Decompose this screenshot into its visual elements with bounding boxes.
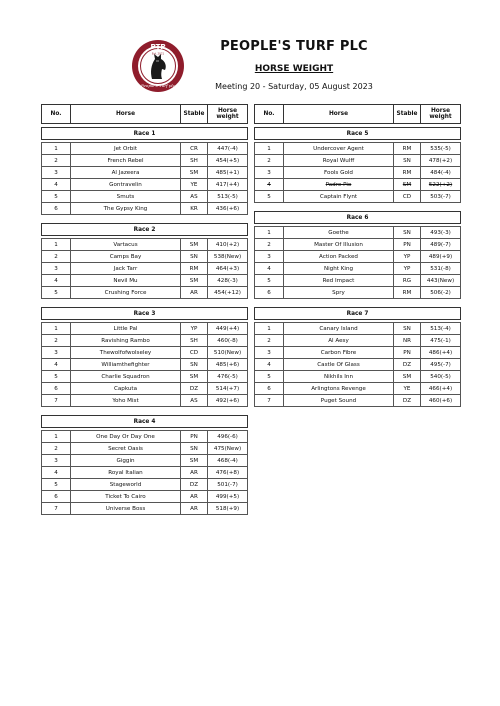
- horse-weight: 493(-3): [421, 227, 461, 239]
- horse-row: [42, 287, 248, 299]
- horse-number: 5: [42, 191, 71, 203]
- horse-weight: 447(-4): [208, 143, 248, 155]
- horse-number: 5: [255, 275, 284, 287]
- race-title: Race 2: [42, 224, 248, 236]
- horse-row: [42, 323, 248, 335]
- stable-code: NR: [394, 335, 421, 347]
- horse-row: [42, 143, 248, 155]
- horse-number: 2: [255, 239, 284, 251]
- horse-row: [42, 155, 248, 167]
- horse-number: 6: [42, 203, 71, 215]
- race-table: [254, 211, 461, 299]
- horse-row: [42, 239, 248, 251]
- stable-code: SN: [181, 443, 208, 455]
- stable-code: SM: [181, 371, 208, 383]
- horse-name: Crushing Force: [71, 287, 181, 299]
- stable-code: RG: [394, 275, 421, 287]
- horse-name: Royal Italian: [71, 467, 181, 479]
- horse-number: 6: [42, 491, 71, 503]
- horse-number: 2: [255, 335, 284, 347]
- horse-weight: 454(+12): [208, 287, 248, 299]
- horse-number: 4: [255, 359, 284, 371]
- horse-row: [255, 359, 461, 371]
- horse-name: Universe Boss: [71, 503, 181, 515]
- horse-weight: 499(+5): [208, 491, 248, 503]
- stable-code: RM: [394, 167, 421, 179]
- horse-row: [42, 359, 248, 371]
- horse-weight: 478(+2): [421, 155, 461, 167]
- horse-number: 2: [42, 251, 71, 263]
- company-logo: [131, 39, 185, 93]
- horse-row: [42, 455, 248, 467]
- stable-code: AR: [181, 491, 208, 503]
- race-title: Race 6: [255, 212, 461, 224]
- company-name: PEOPLE'S TURF PLC: [220, 39, 368, 54]
- stable-code: AR: [181, 287, 208, 299]
- horse-number: 1: [255, 143, 284, 155]
- horse-row: [255, 395, 461, 407]
- stable-code: SM: [181, 275, 208, 287]
- horse-number: 7: [42, 503, 71, 515]
- race-title: Race 3: [42, 308, 248, 320]
- stable-code: PN: [181, 431, 208, 443]
- horse-number: 2: [42, 335, 71, 347]
- logo-bottom-text: People's Turf plc: [141, 83, 175, 88]
- horse-name: Vartacus: [71, 239, 181, 251]
- horse-row: [255, 347, 461, 359]
- horse-name: Fools Gold: [284, 167, 394, 179]
- stable-code: AS: [181, 191, 208, 203]
- horse-row: [255, 287, 461, 299]
- horse-name: Padre Pio: [284, 179, 394, 191]
- horse-number: 4: [42, 179, 71, 191]
- horse-number: 5: [42, 479, 71, 491]
- horse-name: Al Aesy: [284, 335, 394, 347]
- horse-weight: 460(+6): [421, 395, 461, 407]
- stable-code: RM: [181, 263, 208, 275]
- horse-name: The Gypsy King: [71, 203, 181, 215]
- stable-code: SM: [181, 239, 208, 251]
- race-title: Race 7: [255, 308, 461, 320]
- horse-weight: 496(-6): [208, 431, 248, 443]
- horse-number: 6: [255, 383, 284, 395]
- horse-row: [255, 371, 461, 383]
- horse-name: Spry: [284, 287, 394, 299]
- horse-name: Ravishing Rambo: [71, 335, 181, 347]
- stable-code: YE: [394, 383, 421, 395]
- horse-number: 1: [255, 323, 284, 335]
- stable-code: KR: [181, 203, 208, 215]
- horse-number: 2: [42, 443, 71, 455]
- horse-weight: 540(-5): [421, 371, 461, 383]
- horse-name: Royal Wulff: [284, 155, 394, 167]
- horse-weight: 475(New): [208, 443, 248, 455]
- horse-name: Secret Oasis: [71, 443, 181, 455]
- stable-code: PN: [394, 347, 421, 359]
- horse-name: Camps Bay: [71, 251, 181, 263]
- horse-name: One Day Or Day One: [71, 431, 181, 443]
- horse-weight: 489(+9): [421, 251, 461, 263]
- horse-weight: 475(-1): [421, 335, 461, 347]
- horse-number: 5: [42, 287, 71, 299]
- horse-number: 1: [42, 431, 71, 443]
- stable-code: SN: [394, 227, 421, 239]
- horse-name: Williamthefighter: [71, 359, 181, 371]
- horse-row: [255, 335, 461, 347]
- stable-code: CD: [181, 347, 208, 359]
- horse-weight: 443(New): [421, 275, 461, 287]
- horse-number: 3: [42, 455, 71, 467]
- stable-code: PN: [394, 239, 421, 251]
- stable-code: DZ: [394, 395, 421, 407]
- col-horse-header: Horse: [284, 105, 394, 124]
- horse-row: [42, 503, 248, 515]
- horse-weight: 417(+4): [208, 179, 248, 191]
- horse-name: Nevil Mu: [71, 275, 181, 287]
- stable-code: RM: [394, 143, 421, 155]
- horse-name: Gontravelin: [71, 179, 181, 191]
- horse-weight: 518(+9): [208, 503, 248, 515]
- race-table: [41, 127, 248, 215]
- horse-number: 4: [255, 263, 284, 275]
- stable-code: SM: [181, 455, 208, 467]
- horse-number: 2: [255, 155, 284, 167]
- col-weight-header: Horse weight: [208, 105, 248, 124]
- horse-row: [42, 191, 248, 203]
- horse-row: [255, 143, 461, 155]
- horse-name: Night King: [284, 263, 394, 275]
- horse-name: Ticket To Cairo: [71, 491, 181, 503]
- stable-code: CD: [394, 191, 421, 203]
- horse-row: [42, 491, 248, 503]
- horse-weight: 538(New): [208, 251, 248, 263]
- horse-number: 4: [42, 359, 71, 371]
- race-table: [254, 307, 461, 407]
- stable-code: SM: [394, 179, 421, 191]
- race-title: Race 5: [255, 128, 461, 140]
- horse-weight: 464(+3): [208, 263, 248, 275]
- document-title: HORSE WEIGHT: [254, 64, 334, 74]
- stable-code: RM: [394, 287, 421, 299]
- horse-weight: 484(-4): [421, 167, 461, 179]
- horse-number: 7: [255, 395, 284, 407]
- col-no-header: No.: [255, 105, 284, 124]
- horse-number: 2: [42, 155, 71, 167]
- stable-code: SN: [394, 323, 421, 335]
- horse-number: 3: [255, 347, 284, 359]
- horse-weight: 513(-5): [208, 191, 248, 203]
- horse-name: Smuts: [71, 191, 181, 203]
- horse-name: Stageworld: [71, 479, 181, 491]
- horse-number: 1: [42, 323, 71, 335]
- horse-row: [42, 395, 248, 407]
- horse-name: Giggin: [71, 455, 181, 467]
- horse-number: 3: [255, 251, 284, 263]
- horse-number: 1: [42, 239, 71, 251]
- race-table: [254, 127, 461, 203]
- horse-weight: 454(+5): [208, 155, 248, 167]
- horse-name: Nikhils Inn: [284, 371, 394, 383]
- horse-weight: 410(+2): [208, 239, 248, 251]
- horse-name: Charlie Squadron: [71, 371, 181, 383]
- horse-name: Jet Orbit: [71, 143, 181, 155]
- horse-weight: 514(+7): [208, 383, 248, 395]
- horse-row: [42, 479, 248, 491]
- logo-top-text: PTP: [150, 43, 166, 51]
- horse-weight: 492(+6): [208, 395, 248, 407]
- race-table: [41, 415, 248, 515]
- stable-code: YP: [394, 251, 421, 263]
- horse-number: 5: [255, 191, 284, 203]
- meeting-info: Meeting 20 - Saturday, 05 August 2023: [215, 82, 373, 91]
- horse-weight: 468(-4): [208, 455, 248, 467]
- horse-weight: 531(-8): [421, 263, 461, 275]
- horse-row: [255, 263, 461, 275]
- horse-row: [255, 227, 461, 239]
- horse-name: Capkuta: [71, 383, 181, 395]
- race-title: Race 4: [42, 416, 248, 428]
- col-no-header: No.: [42, 105, 71, 124]
- stable-code: SH: [181, 155, 208, 167]
- horse-name: Yoho Mist: [71, 395, 181, 407]
- horse-name: Captain Flynt: [284, 191, 394, 203]
- horse-weight: 489(-7): [421, 239, 461, 251]
- horse-weight: 510(New): [208, 347, 248, 359]
- stable-code: YP: [181, 323, 208, 335]
- horse-number: 4: [255, 179, 284, 191]
- horse-name: Goethe: [284, 227, 394, 239]
- horse-name: Carbon Fibre: [284, 347, 394, 359]
- horse-number: 3: [42, 167, 71, 179]
- stable-code: AR: [181, 503, 208, 515]
- stable-code: SH: [181, 335, 208, 347]
- horse-row: [42, 383, 248, 395]
- horse-number: 4: [42, 467, 71, 479]
- horse-name: Thewolfofwolseley: [71, 347, 181, 359]
- horse-weight: 460(-8): [208, 335, 248, 347]
- col-stable-header: Stable: [181, 105, 208, 124]
- horse-number: 3: [42, 347, 71, 359]
- horse-weight: 476(+8): [208, 467, 248, 479]
- col-stable-header: Stable: [394, 105, 421, 124]
- col-horse-header: Horse: [71, 105, 181, 124]
- race-title: Race 1: [42, 128, 248, 140]
- stable-code: YE: [181, 179, 208, 191]
- stable-code: SN: [394, 155, 421, 167]
- stable-code: CR: [181, 143, 208, 155]
- horse-row: [255, 155, 461, 167]
- stable-code: SN: [181, 359, 208, 371]
- stable-code: AS: [181, 395, 208, 407]
- right-column-header: [254, 104, 461, 124]
- horse-weight: 501(-7): [208, 479, 248, 491]
- stable-code: SN: [181, 251, 208, 263]
- horse-row: [42, 263, 248, 275]
- horse-weight: 485(+6): [208, 359, 248, 371]
- horse-row: [42, 443, 248, 455]
- race-table: [41, 307, 248, 407]
- col-weight-header: Horse weight: [421, 105, 461, 124]
- horse-row: [42, 179, 248, 191]
- horse-name: Action Packed: [284, 251, 394, 263]
- horse-number: 3: [255, 167, 284, 179]
- horse-row: [42, 347, 248, 359]
- horse-name: Red Impact: [284, 275, 394, 287]
- stable-code: SM: [394, 371, 421, 383]
- horse-name: Undercover Agent: [284, 143, 394, 155]
- race-table: [41, 223, 248, 299]
- horse-row: [42, 275, 248, 287]
- horse-number: 1: [255, 227, 284, 239]
- horse-number: 5: [42, 371, 71, 383]
- logo-est-text: Est. 2021: [151, 52, 165, 56]
- horse-row: [255, 323, 461, 335]
- horse-row: [42, 251, 248, 263]
- horse-row: [255, 191, 461, 203]
- horse-row: [255, 275, 461, 287]
- horse-weight: 449(+4): [208, 323, 248, 335]
- horse-weight: 436(+6): [208, 203, 248, 215]
- horse-row: [255, 383, 461, 395]
- horse-row: [42, 371, 248, 383]
- horse-name: Al Jazeera: [71, 167, 181, 179]
- horse-weight: 522(+2): [421, 179, 461, 191]
- horse-weight: 513(-4): [421, 323, 461, 335]
- horse-row: [255, 179, 461, 191]
- horse-row: [42, 167, 248, 179]
- horse-row: [255, 167, 461, 179]
- horse-row: [42, 335, 248, 347]
- horse-name: Canary Island: [284, 323, 394, 335]
- horse-name: Arlingtons Revenge: [284, 383, 394, 395]
- horse-name: Castle Of Glass: [284, 359, 394, 371]
- stable-code: AR: [181, 467, 208, 479]
- horse-weight: 535(-5): [421, 143, 461, 155]
- horse-weight: 506(-2): [421, 287, 461, 299]
- horse-number: 4: [42, 275, 71, 287]
- horse-name: Little Pal: [71, 323, 181, 335]
- horse-row: [42, 431, 248, 443]
- horse-number: 1: [42, 143, 71, 155]
- stable-code: YP: [394, 263, 421, 275]
- stable-code: SM: [181, 167, 208, 179]
- horse-row: [42, 203, 248, 215]
- horse-weight: 503(-7): [421, 191, 461, 203]
- horse-name: Master Of Illusion: [284, 239, 394, 251]
- horse-weight: 485(+1): [208, 167, 248, 179]
- horse-weight: 476(-5): [208, 371, 248, 383]
- horse-number: 3: [42, 263, 71, 275]
- horse-row: [255, 251, 461, 263]
- stable-code: DZ: [181, 383, 208, 395]
- horse-number: 5: [255, 371, 284, 383]
- stable-code: DZ: [394, 359, 421, 371]
- horse-weight: 495(-7): [421, 359, 461, 371]
- horse-weight: 466(+4): [421, 383, 461, 395]
- horse-number: 6: [255, 287, 284, 299]
- horse-name: Jack Tarr: [71, 263, 181, 275]
- stable-code: DZ: [181, 479, 208, 491]
- horse-row: [255, 239, 461, 251]
- horse-number: 6: [42, 383, 71, 395]
- horse-name: Puget Sound: [284, 395, 394, 407]
- left-column-header: [41, 104, 248, 124]
- horse-name: French Rebel: [71, 155, 181, 167]
- horse-weight: 486(+4): [421, 347, 461, 359]
- horse-weight: 428(-3): [208, 275, 248, 287]
- horse-row: [42, 467, 248, 479]
- horse-number: 7: [42, 395, 71, 407]
